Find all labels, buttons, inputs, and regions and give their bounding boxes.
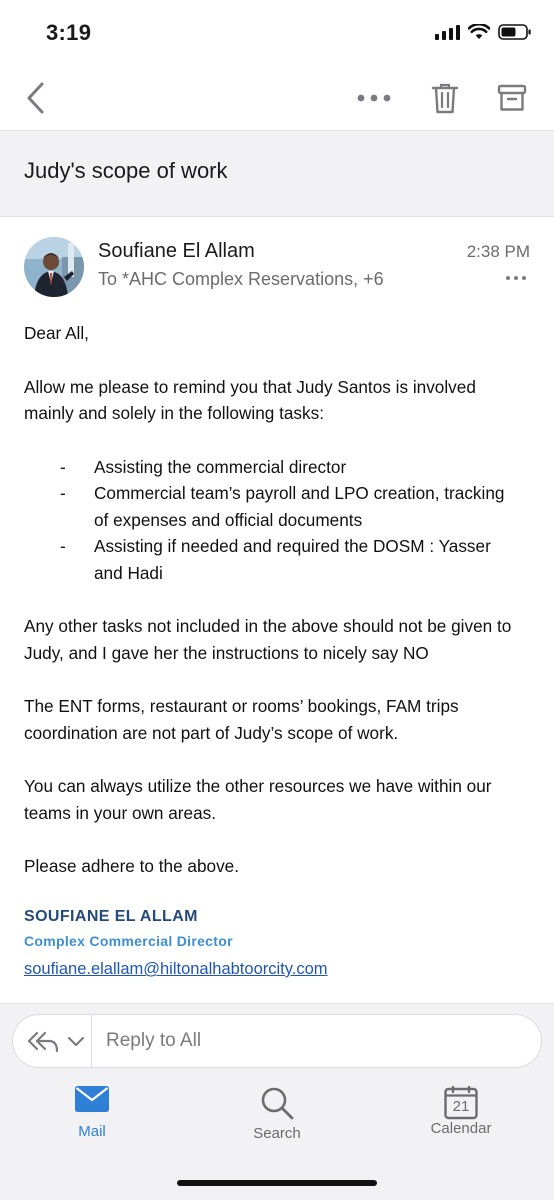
tab-label: Calendar [430,1120,492,1137]
task-item [24,480,534,533]
more-options-button[interactable] [354,82,394,114]
subject-bar [0,130,554,217]
reply-placeholder[interactable]: Reply to All [106,1030,202,1051]
reply-field[interactable] [12,1014,542,1068]
calendar-day: 21 [452,1098,470,1115]
tab-search[interactable] [217,1086,337,1142]
task-item [24,533,534,586]
task-text: Commercial team’s payroll and LPO creation, tracking [94,483,505,503]
sender-name[interactable]: Soufiane El Allam [98,240,255,262]
bullet-dash: - [60,536,66,556]
more-dot [506,276,510,280]
greeting: Dear All, [24,323,89,343]
paragraph-line: Any other tasks not included in the above should not be given to [24,616,512,636]
reply-divider [91,1015,92,1069]
status-time: 3:19 [46,20,92,45]
trash-icon [431,82,459,114]
message-body [24,320,534,983]
task-item [24,454,534,481]
task-list [24,454,534,587]
bullet-dash: - [60,456,66,477]
archive-icon [497,83,527,113]
more-horizontal-icon [357,94,391,102]
signature-email-link[interactable]: soufiane.elallam@hiltonalhabtoorcity.com [24,960,328,978]
home-indicator [177,1180,377,1186]
more-dot [522,276,526,280]
task-text: of expenses and official documents [94,509,363,530]
task-text: Assisting if needed and required the DOSM : Yasser [94,536,491,556]
search-icon [260,1086,294,1120]
battery-icon [498,24,532,40]
message-time: 2:38 PM [466,242,530,261]
wifi-icon [468,24,490,40]
status-icons [435,24,532,40]
bottom-bar [0,1003,554,1200]
tab-mail[interactable] [32,1086,152,1140]
closing-line: Please adhere to the above. [24,856,240,876]
tab-label: Mail [78,1123,106,1140]
more-dot [514,276,518,280]
signature-name: SOUFIANE EL ALLAM [24,907,198,925]
status-bar [0,0,554,68]
calendar-icon [444,1086,478,1120]
archive-button[interactable] [494,80,530,116]
paragraph-line: The ENT forms, restaurant or rooms’ bookings, FAM trips [24,696,459,716]
paragraph-line: You can always utilize the other resources we have within our [24,776,492,796]
message-toolbar [0,68,554,130]
reply-all-icon [27,1029,61,1055]
chevron-down-icon [67,1036,85,1048]
cellular-signal-icon [435,24,460,40]
email-subject: Judy's scope of work [24,158,228,183]
message-more-button[interactable] [506,276,526,280]
sender-photo [24,237,84,297]
reply-mode-button[interactable] [27,1029,89,1055]
paragraph-line: Judy, and I gave her the instructions to nicely say NO [24,642,429,663]
task-text: Assisting the commercial director [94,456,347,477]
intro-line: mainly and solely in the following tasks: [24,403,324,423]
sender-avatar[interactable] [24,237,84,297]
signature-title: Complex Commercial Director [24,933,233,949]
back-button[interactable] [20,80,52,116]
tab-calendar[interactable] [401,1086,521,1137]
recipients-line[interactable]: To *AHC Complex Reservations, +6 [98,269,384,289]
paragraph-line: teams in your own areas. [24,802,217,823]
bullet-dash: - [60,483,66,503]
chevron-left-icon [26,82,46,114]
task-text: and Hadi [94,562,163,583]
intro-line: Allow me please to remind you that Judy Santos is involved [24,376,476,397]
mail-icon [75,1086,109,1112]
paragraph-line: coordination are not part of Judy’s scope of work. [24,722,399,743]
delete-button[interactable] [428,80,462,116]
tab-label: Search [253,1125,301,1142]
